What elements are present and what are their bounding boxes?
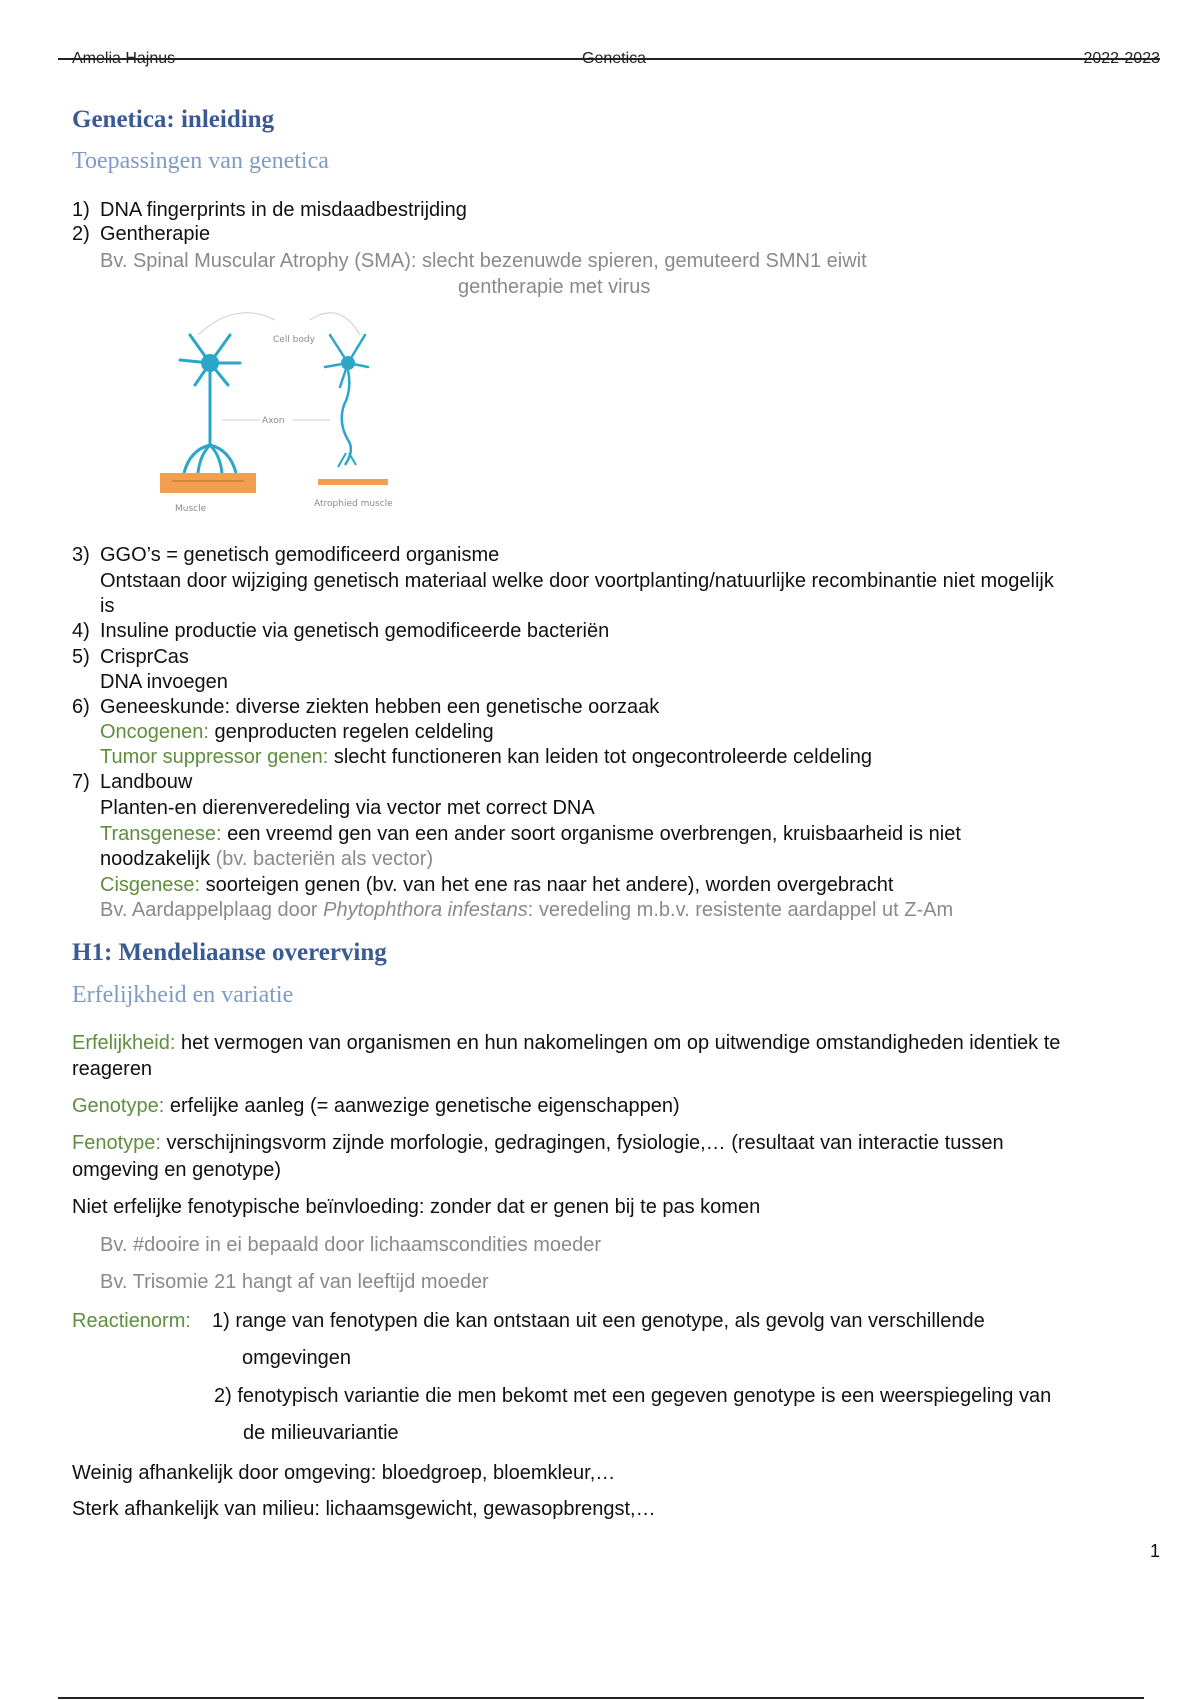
aardappel-example-a: Bv. Aardappelplaag door	[100, 899, 324, 921]
item-text-1: DNA fingerprints in de misdaadbestrijding	[100, 199, 467, 221]
footer-rule	[58, 1697, 1144, 1699]
aardappel-example	[100, 898, 953, 922]
erfelijkheid-text: het vermogen van organismen en hun nakomelingen om op uitwendige omstandigheden identiek te	[175, 1032, 1061, 1054]
subtitle-toepassingen: Toepassingen van genetica	[72, 148, 329, 174]
cisgenese-text: soorteigen genen (bv. van het ene ras naar het andere), worden overgebracht	[200, 874, 894, 896]
tumor-suppressor-line	[100, 745, 872, 769]
oncogenen-line	[100, 720, 494, 744]
item-text-7: Landbouw	[100, 771, 193, 793]
neuron-muscle-figure	[150, 305, 440, 515]
tumor-suppressor-term: Tumor suppressor genen:	[100, 746, 329, 768]
genotype-line	[72, 1094, 680, 1118]
reactienorm-point-2: 2) fenotypisch variantie die men bekomt met een gegeven genotype is een weerspiegeling van	[214, 1385, 1052, 1407]
item-number-1: 1)	[72, 199, 90, 221]
item-5-desc: DNA invoegen	[100, 671, 228, 693]
fenotype-term: Fenotype:	[72, 1132, 161, 1154]
transgenese-text-cont: noodzakelijk	[100, 848, 211, 870]
aardappel-example-species: Phytophthora infestans	[323, 899, 528, 921]
sterk-afhankelijk-line: Sterk afhankelijk van milieu: lichaamsgewicht, gewasopbrengst,…	[72, 1498, 656, 1520]
header-year: 2022-2023	[1083, 50, 1160, 67]
item-number-7: 7)	[72, 771, 90, 793]
tumor-suppressor-text: slecht functioneren kan leiden tot ongecontroleerde celdeling	[328, 746, 872, 768]
figure-label-axon: Axon	[262, 416, 285, 426]
niet-erfelijk-line: Niet erfelijke fenotypische beïnvloeding: zonder dat er genen bij te pas komen	[72, 1196, 761, 1218]
example-trisomie: Bv. Trisomie 21 hangt af van leeftijd moeder	[100, 1271, 489, 1293]
figure-label-muscle: Muscle	[175, 504, 207, 514]
transgenese-line-cont	[100, 847, 433, 871]
transgenese-text: een vreemd gen van een ander soort organisme overbrengen, kruisbaarheid is niet	[221, 823, 961, 845]
item-number-4: 4)	[72, 620, 90, 642]
oncogenen-term: Oncogenen:	[100, 721, 209, 743]
transgenese-line	[100, 822, 961, 846]
item-number-3: 3)	[72, 544, 90, 566]
weinig-afhankelijk-line: Weinig afhankelijk door omgeving: bloedgroep, bloemkleur,…	[72, 1462, 616, 1484]
atrophied-muscle-block	[318, 479, 388, 485]
reactienorm-point-2-cont: de milieuvariantie	[243, 1422, 399, 1444]
section-title-inleiding: Genetica: inleiding	[72, 106, 275, 133]
reactienorm-point-1-cont: omgevingen	[242, 1347, 351, 1369]
erfelijkheid-term: Erfelijkheid:	[72, 1032, 176, 1054]
item-number-5: 5)	[72, 646, 90, 668]
reactienorm-term: Reactienorm:	[72, 1310, 191, 1332]
erfelijkheid-line-cont: reageren	[72, 1058, 153, 1080]
item-3-desc-cont: is	[100, 595, 115, 617]
item-2-example: Bv. Spinal Muscular Atrophy (SMA): slecht bezenuwde spieren, gemuteerd SMN1 eiwit	[100, 250, 867, 272]
page-number: 1	[1149, 1541, 1160, 1561]
transgenese-term: Transgenese:	[100, 823, 222, 845]
item-text-5: CrisprCas	[100, 646, 189, 668]
page-header	[72, 50, 1160, 70]
item-text-4: Insuline productie via genetisch gemodificeerde bacteriën	[100, 620, 610, 642]
item-text-2: Gentherapie	[100, 223, 211, 245]
fenotype-text: verschijningsvorm zijnde morfologie, gedragingen, fysiologie,… (resultaat van interactie tussen	[160, 1132, 1004, 1154]
item-text-6: Geneeskunde: diverse ziekten hebben een genetische oorzaak	[100, 696, 660, 718]
example-dooier: Bv. #dooire in ei bepaald door lichaamscondities moeder	[100, 1234, 602, 1256]
header-subject: Genetica	[582, 50, 647, 67]
item-number-2: 2)	[72, 223, 90, 245]
transgenese-example: (bv. bacteriën als vector)	[210, 848, 434, 870]
oncogenen-text: genproducten regelen celdeling	[208, 721, 494, 743]
aardappel-example-c: : veredeling m.b.v. resistente aardappel ut Z-Am	[527, 899, 954, 921]
cisgenese-term: Cisgenese:	[100, 874, 201, 896]
header-author: Amelia Hajnus	[72, 50, 176, 67]
item-2-example-cont: gentherapie met virus	[458, 276, 651, 298]
figure-label-atrophied: Atrophied muscle	[314, 499, 393, 509]
muscle-block	[160, 473, 256, 493]
item-7-desc: Planten-en dierenveredeling via vector met correct DNA	[100, 797, 595, 819]
genotype-term: Genotype:	[72, 1095, 165, 1117]
figure-label-cell-body: Cell body	[273, 335, 315, 345]
item-number-6: 6)	[72, 696, 90, 718]
section-title-mendel: H1: Mendeliaanse overerving	[72, 939, 387, 966]
subtitle-erfelijkheid: Erfelijkheid en variatie	[72, 982, 294, 1008]
item-text-3: GGO’s = genetisch gemodificeerd organisme	[100, 544, 500, 566]
fenotype-line	[72, 1131, 1004, 1155]
cisgenese-line	[100, 873, 893, 897]
erfelijkheid-line	[72, 1031, 1060, 1055]
reactienorm-point-1: 1) range van fenotypen die kan ontstaan uit een genotype, als gevolg van verschillende	[212, 1310, 985, 1332]
atrophied-neuron-icon	[325, 335, 368, 467]
fenotype-line-cont: omgeving en genotype)	[72, 1159, 282, 1181]
item-3-desc: Ontstaan door wijziging genetisch materiaal welke door voortplanting/natuurlijke recombinantie niet mogelijk	[100, 570, 1054, 592]
healthy-neuron-icon	[180, 335, 240, 473]
header-rule	[58, 58, 1160, 60]
genotype-text: erfelijke aanleg (= aanwezige genetische eigenschappen)	[164, 1095, 680, 1117]
